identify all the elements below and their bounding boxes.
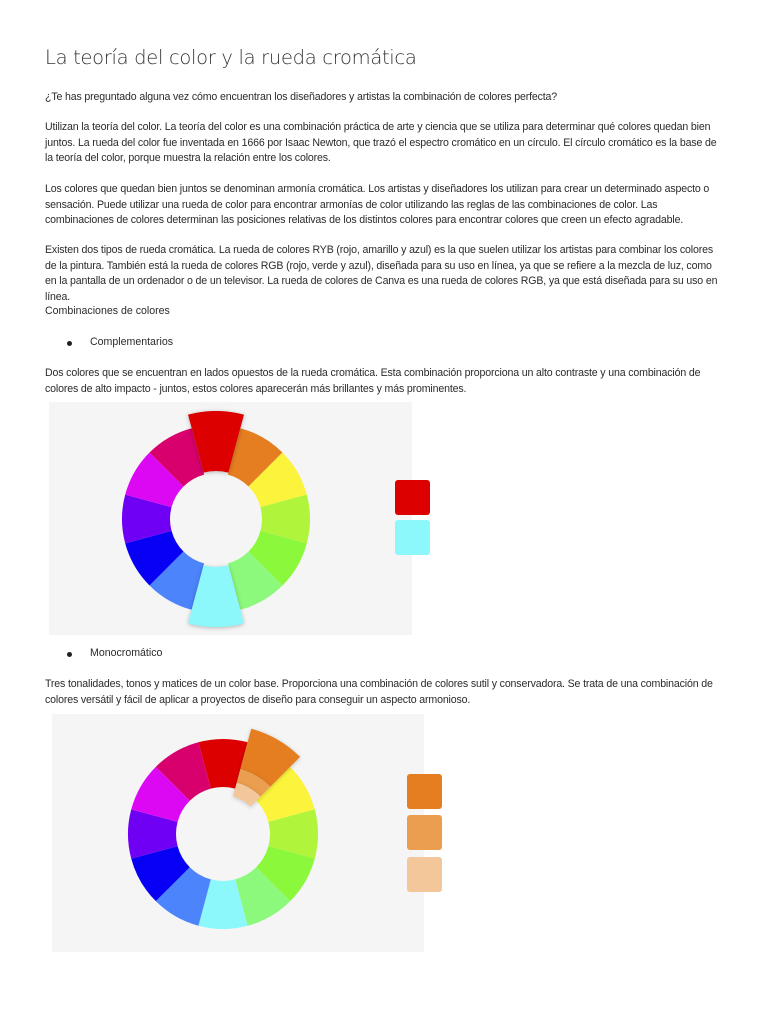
bullet-dot-icon [67,652,72,657]
color-wheel-complementary [49,402,412,635]
color-wheel-monochromatic [52,714,424,952]
complementary-figure [49,402,412,635]
subheading: Combinaciones de colores [45,305,170,317]
intro-paragraph: ¿Te has preguntado alguna vez cómo encuentran los diseñadores y artistas la combinación de colores perfecta? [45,91,558,103]
swatch-cyan [395,520,430,555]
complementary-description: Dos colores que se encuentran en lados opuestos de la rueda cromática. Esta combinación proporciona un alto contraste y una combinación de colores de alto impacto - juntos, estos colores aparecerán más brillantes y más prominentes. [45,367,701,395]
paragraph-harmony: Los colores que quedan bien juntos se denominan armonía cromática. Los artistas y diseñadores los utilizan para crear un determinado aspecto o sensación. Puede utilizar una rueda de color para encontrar armonías de color utilizando las reglas de las combinaciones de color. Las combinaciones de colores determinan las posiciones relativas de los distintos colores para encontrar colores que creen un efecto agradable. [45,183,710,226]
bullet-label: Complementarios [90,336,174,348]
monochromatic-description: Tres tonalidades, tonos y matices de un color base. Proporciona una combinación de colores sutil y conservadora. Se trata de una combinación de colores versátil y fácil de aplicar a proyectos de diseño para conseguir un aspecto armonioso. [45,678,713,706]
swatch-red [395,480,430,515]
paragraph-color-theory: Utilizan la teoría del color. La teoría del color es una combinación práctica de arte y ciencia que se utiliza para determinar qué colores quedan bien juntos. La rueda del color fue inventada en 1666 por Isaac Newton, que trazó el espectro cromático en un círculo. El círculo cromático es la base de la teoría del color, porque muestra la relación entre los colores. [45,121,717,164]
swatch-pale-orange [407,857,442,892]
swatch-orange [407,774,442,809]
bullet-label: Monocromático [90,647,163,659]
swatch-light-orange [407,815,442,850]
bullet-dot-icon [67,341,72,346]
monochromatic-figure [52,714,424,952]
page-title: La teoría del color y la rueda cromática [45,46,417,69]
paragraph-wheel-types: Existen dos tipos de rueda cromática. La rueda de colores RYB (rojo, amarillo y azul) es la que suelen utilizar los artistas para combinar los colores de la pintura. También está la rueda de colores RGB (rojo, verde y azul), diseñada para su uso en línea, ya que se refiere a la mezcla de luz, como en la pantalla de un ordenador o de un televisor. La rueda de colores de Canva es una rueda de colores RGB, ya que está diseñada para su uso en línea. [45,244,718,303]
